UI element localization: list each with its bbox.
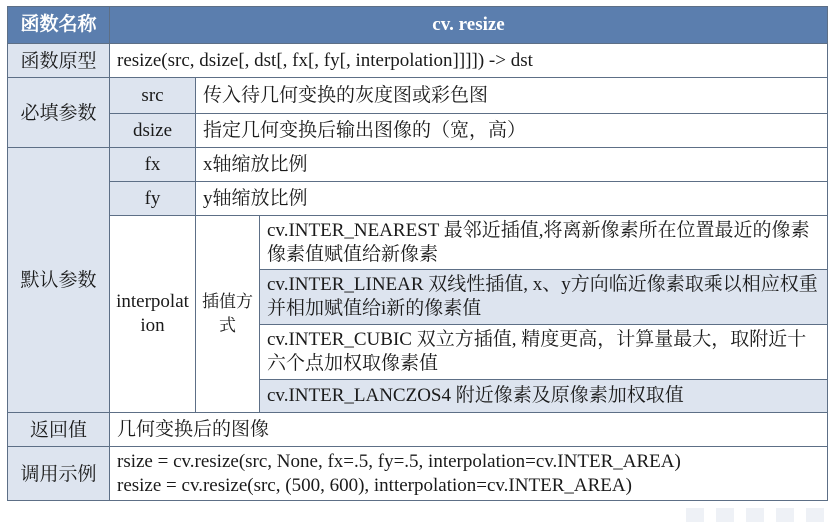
param-name-interpolation: interpolation [110, 216, 196, 413]
interpolation-option-nearest: cv.INTER_NEAREST 最邻近插值,将离新像素所在位置最近的像素像素值赋值给新像素 [260, 216, 828, 270]
example-row [8, 447, 828, 501]
param-name-fy: fy [110, 182, 196, 216]
return-value: 几何变换后的图像 [110, 413, 828, 447]
function-title: cv. resize [110, 7, 828, 44]
param-desc-dsize: 指定几何变换后输出图像的（宽，高） [196, 114, 828, 148]
default-param-row-fy [8, 182, 828, 216]
param-name-src: src [110, 78, 196, 114]
interpolation-method-label: 插值方式 [196, 216, 260, 413]
return-label: 返回值 [8, 413, 110, 447]
default-param-row-fx [8, 148, 828, 182]
param-desc-src: 传入待几何变换的灰度图或彩色图 [196, 78, 828, 114]
resize-function-table [7, 6, 828, 501]
default-params-label: 默认参数 [8, 148, 110, 413]
interpolation-option-row-nearest [8, 216, 828, 270]
required-params-label: 必填参数 [8, 78, 110, 148]
prototype-label: 函数原型 [8, 44, 110, 78]
interpolation-option-linear: cv.INTER_LINEAR 双线性插值, x、y方向临近像素取乘以相应权重并相加赋值给i新的像素值 [260, 270, 828, 325]
example-line-1: rsize = cv.resize(src, None, fx=.5, fy=.5, interpolation=cv.INTER_AREA) [117, 450, 681, 472]
prototype-value: resize(src, dsize[, dst[, fx[, fy[, interpolation]]]]) -> dst [110, 44, 828, 78]
header-row [8, 7, 828, 44]
example-line-2: resize = cv.resize(src, (500, 600), intterpolation=cv.INTER_AREA) [117, 474, 632, 496]
function-name-header: 函数名称 [8, 7, 110, 44]
interpolation-option-lanczos4: cv.INTER_LANCZOS4 附近像素及原像素加权取值 [260, 380, 828, 413]
required-param-row-src [8, 78, 828, 114]
example-label: 调用示例 [8, 447, 110, 501]
param-desc-fx: x轴缩放比例 [196, 148, 828, 182]
required-param-row-dsize [8, 114, 828, 148]
param-desc-fy: y轴缩放比例 [196, 182, 828, 216]
param-name-dsize: dsize [110, 114, 196, 148]
return-row [8, 413, 828, 447]
decorative-corner-pattern [686, 508, 836, 522]
interpolation-option-cubic: cv.INTER_CUBIC 双立方插值, 精度更高，计算量最大，取附近十六个点加权取像素值 [260, 325, 828, 380]
example-code [110, 447, 828, 501]
prototype-row [8, 44, 828, 78]
param-name-fx: fx [110, 148, 196, 182]
